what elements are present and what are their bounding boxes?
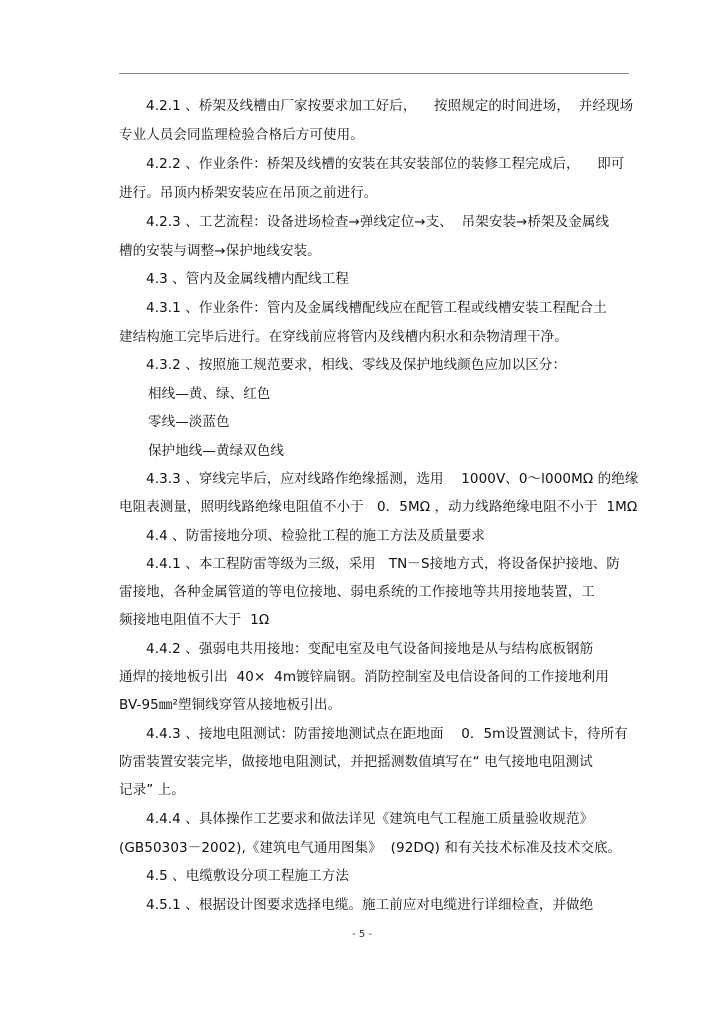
section-heading-4-3: 4.3 、管内及金属线槽内配线工程 [146, 271, 349, 287]
paragraph-4-3-2: 4.3.2 、按照施工规范要求，相线、零线及保护地线颜色应加以区分： [146, 357, 567, 373]
paragraph-4-2-1-line-2: 专业人员会同监理检验合格后方可使用。 [119, 127, 364, 143]
paragraph-4-4-1-line-2: 雷接地，各种金属管道的等电位接地、弱电系统的工作接地等共用接地装置，工 [119, 584, 595, 600]
paragraph-4-3-1-line-2: 建结构施工完毕后进行。在穿线前应将管内及线槽内积水和杂物清理干净。 [119, 329, 568, 345]
paragraph-4-4-4-line-1: 4.4.4 、具体操作工艺要求和做法详见《建筑电气工程施工质量验收规范》 [146, 811, 594, 827]
paragraph-4-4-4-line-2: (GB50303－2002),《建筑电气通用图集》 (92DQ) 和有关技术标准及技术交底。 [119, 840, 622, 856]
paragraph-4-4-2-line-3: BV-95㎜²塑铜线穿管从接地板引出。 [119, 697, 342, 713]
paragraph-4-3-3-line-1: 4.3.3 、穿线完毕后，应对线路作绝缘摇测，选用 1000V、0～l000MΩ 的绝缘 [146, 471, 639, 487]
page-number: - 5 - [352, 929, 372, 940]
paragraph-4-4-3-line-3: 记录” 上。 [119, 782, 185, 798]
paragraph-4-4-3-line-2: 防雷装置安装完毕，做接地电阻测试，并把摇测数值填写在“ 电气接地电阻测试 [119, 754, 593, 770]
paragraph-4-2-2-line-2: 进行。吊顶内桥架安装应在吊顶之前进行。 [119, 185, 378, 201]
header-rule [119, 73, 629, 74]
section-heading-4-4: 4.4 、防雷接地分项、检验批工程的施工方法及质量要求 [146, 528, 485, 544]
paragraph-4-2-3-line-2: 槽的安装与调整→保护地线安装。 [119, 243, 321, 259]
paragraph-4-4-2-line-1: 4.4.2 、强弱电共用接地：变配电室及电气设备间接地是从与结构底板钢筋 [146, 641, 594, 657]
paragraph-4-2-3-line-1: 4.2.3 、工艺流程：设备进场检查→弹线定位→支、 吊架安装→桥架及金属线 [146, 214, 610, 230]
list-item-phase-wire: 相线—黄、绿、红色 [148, 386, 271, 402]
list-item-neutral-wire: 零线—淡蓝色 [148, 414, 230, 430]
paragraph-4-4-2-line-2: 通焊的接地板引出 40× 4m镀锌扁钢。消防控制室及电信设备间的工作接地利用 [119, 669, 609, 685]
section-heading-4-5: 4.5 、电缆敷设分项工程施工方法 [146, 868, 349, 884]
paragraph-4-4-1-line-3: 频接地电阻值不大于 1Ω [119, 612, 270, 628]
list-item-ground-wire: 保护地线—黄绿双色线 [148, 443, 284, 459]
paragraph-4-3-3-line-2: 电阻表测量，照明线路绝缘电阻值不小于 0．5MΩ ，动力线路绝缘电阻不小于 1MΩ [119, 499, 638, 515]
paragraph-4-5-1-line-1: 4.5.1 、根据设计图要求选择电缆。施工前应对电缆进行详细检查，并做绝 [146, 897, 594, 913]
paragraph-4-3-1-line-1: 4.3.1 、作业条件：管内及金属线槽配线应在配管工程或线槽安装工程配合土 [146, 300, 607, 316]
paragraph-4-4-3-line-1: 4.4.3 、接地电阻测试：防雷接地测试点在距地面 0．5m设置测试卡，待所有 [146, 726, 628, 742]
paragraph-4-2-2-line-1: 4.2.2 、作业条件：桥架及线槽的安装在其安装部位的装修工程完成后， 即可 [146, 156, 625, 172]
paragraph-4-2-1-line-1: 4.2.1 、桥架及线槽由厂家按要求加工好后， 按照规定的时间进场， 并经现场 [146, 98, 634, 114]
paragraph-4-4-1-line-1: 4.4.1 、本工程防雷等级为三级，采用 TN－S接地方式，将设备保护接地、防 [146, 556, 621, 572]
